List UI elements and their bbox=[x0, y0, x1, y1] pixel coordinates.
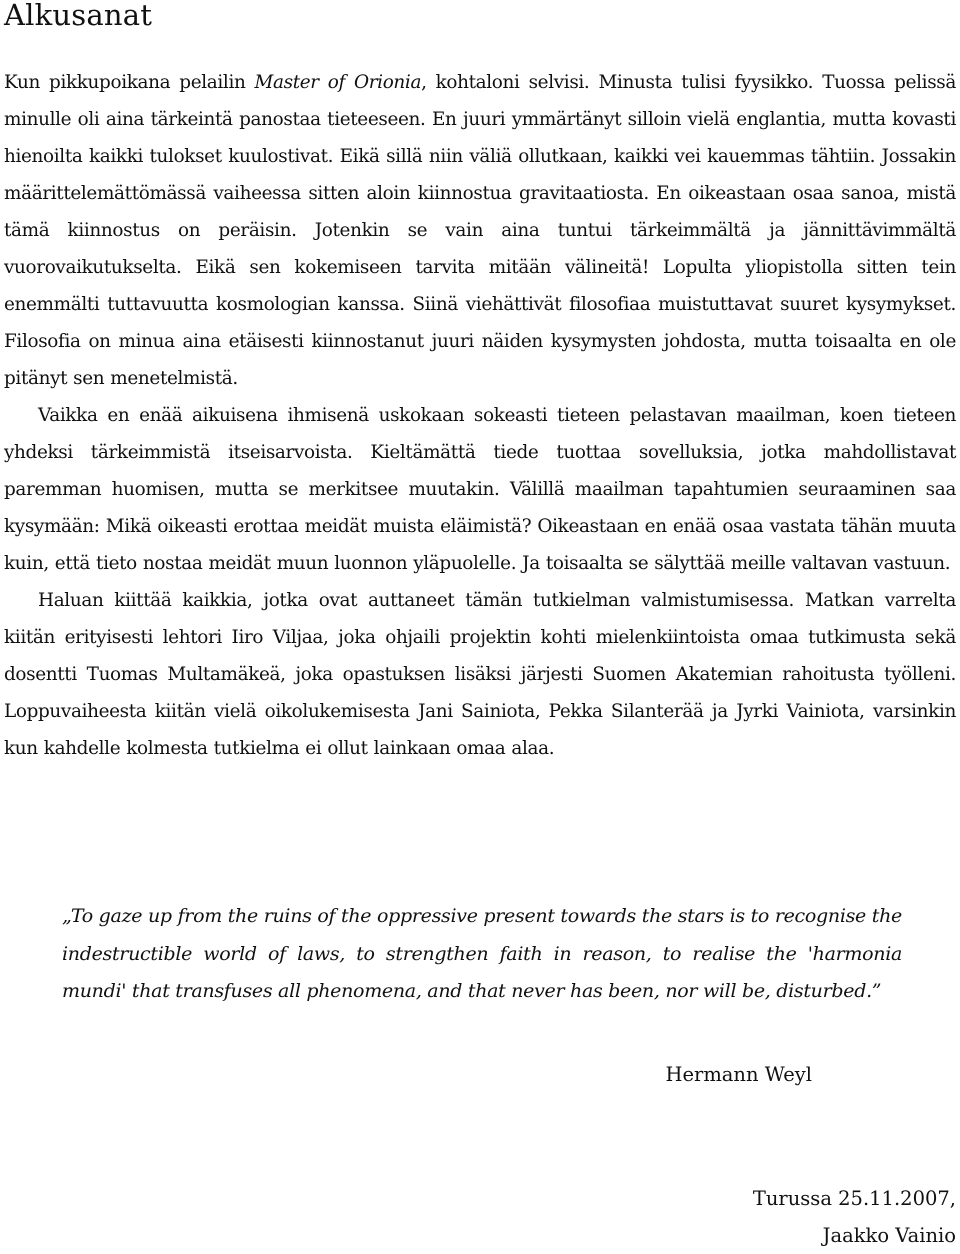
quote-author: Hermann Weyl bbox=[665, 1063, 812, 1086]
signature-name: Jaakko Vainio bbox=[822, 1224, 956, 1247]
signature-block bbox=[753, 1180, 956, 1254]
paragraph-1 bbox=[4, 64, 956, 397]
paragraph-3: Haluan kiittää kaikkia, jotka ovat auttaneet tämän tutkielman valmistumisessa. Matkan varrelta kiitän erityisesti lehtori Iiro Viljaa, joka ohjaili projektin kohti mielenkiintoista omaa tutkimusta sekä dosentti Tuomas Multamäkeä, joka opastuksen lisäksi järjesti Suomen Akatemian rahoitusta työlleni. Loppuvaiheesta kiitän vielä oikolukemisesta Jani Sainiota, Pekka Silanterää ja Jyrki Vainiota, varsinkin kun kahdelle kolmesta tutkielma ei ollut lainkaan omaa alaa. bbox=[4, 590, 956, 759]
paragraph-1-start: Kun pikkupoikana pelailin bbox=[4, 72, 255, 93]
signature-place-date: Turussa 25.11.2007, bbox=[752, 1187, 956, 1210]
paragraph-2: Vaikka en enää aikuisena ihmisenä uskokaan sokeasti tieteen pelastavan maailman, koen tieteen yhdeksi tärkeimmistä itseisarvoista. Kieltämättä tiede tuottaa sovelluksia, jotka mahdollistavat paremman huomisen, mutta se merkitsee muutakin. Välillä maailman tapahtumien seuraaminen saa kysymään: Mikä oikeasti erottaa meidät muista eläimistä? Oikeastaan en enää osaa vastata tähän muuta kuin, että tieto nostaa meidät muun luonnon yläpuolelle. Ja toisaalta se sälyttää meille valtavan vastuun. bbox=[4, 405, 956, 574]
epigraph-quote: „To gaze up from the ruins of the oppressive present towards the stars is to recognise the indestructible world of laws, to strengthen faith in reason, to realise the 'harmonia mundi' that transfuses all phenomena, and that never has been, nor will be, disturbed.” bbox=[62, 905, 902, 1002]
page-title: Alkusanat bbox=[4, 0, 153, 32]
paragraph-1-rest: , kohtaloni selvisi. Minusta tulisi fyysikko. Tuossa pelissä minulle oli aina tärkeintä panostaa tieteeseen. En juuri ymmärtänyt silloin vielä englantia, mutta kovasti hienoilta kaikki tulokset kuulostivat. Eikä sillä niin väliä ollutkaan, kaikki vei kauemmas tähtiin. Jossakin määrittelemättömässä vaiheessa sitten aloin kiinnostua gravitaatiosta. En oikeastaan osaa sanoa, mistä tämä kiinnostus on peräisin. Jotenkin se vain aina tuntui tärkeimmältä ja jännittävimmältä vuorovaikutukselta. Eikä sen kokemiseen tarvita mitään välineitä! Lopulta yliopistolla sitten tein enemmälti tuttavuutta kosmologian kanssa. Siinä viehättivät filosofiaa muistuttavat suuret kysymykset. Filosofia on minua aina etäisesti kiinnostanut juuri näiden kysymysten johdosta, mutta toisaalta en ole pitänyt sen menetelmistä. bbox=[4, 72, 956, 389]
preface-body bbox=[4, 64, 956, 767]
game-title: Master of Orionia bbox=[254, 72, 422, 93]
